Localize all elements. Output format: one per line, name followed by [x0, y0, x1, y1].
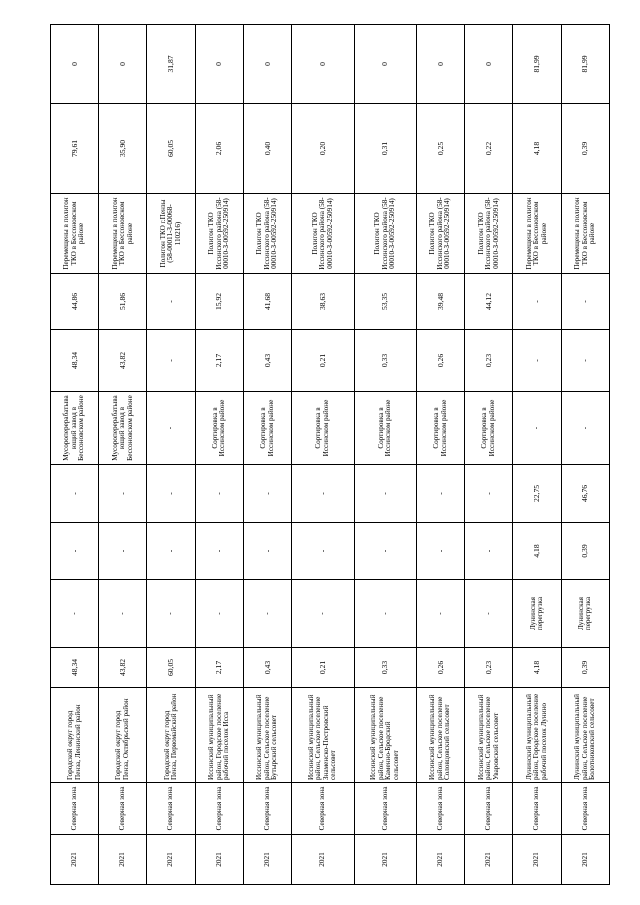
disposal-mass-cell: 35,90	[99, 104, 147, 194]
disposal-mass-cell: 0,31	[354, 104, 416, 194]
zone-cell: Северная зона	[147, 783, 195, 835]
sorting-facility-cell: Сортировка в Иссинском районе	[354, 392, 416, 465]
sorting-facility-cell: Мусороперерабатывающий завод в Бессоновском районе	[99, 392, 147, 465]
zone-cell: Северная зона	[513, 783, 561, 835]
disposal-site-cell: Перемещены в полигон ТКО в Бессоновском районе	[561, 194, 609, 274]
disposal-mass-cell: 0,25	[417, 104, 465, 194]
disposal-mass-cell: 0,22	[465, 104, 513, 194]
disposal-site-cell: Полигон ТКО г.Пензы (58-00011-З-00068-110216)	[147, 194, 195, 274]
transfer-mass-cell: -	[195, 523, 243, 580]
disposal-site-cell: Полигон ТКО Иссинского района (58-00010-З-00592-250914)	[417, 194, 465, 274]
waste-flow-table	[50, 24, 610, 885]
sorting-mass-cell: 0,23	[465, 330, 513, 392]
table-row	[354, 25, 416, 885]
table-row	[99, 25, 147, 885]
sorting-mass-cell: -	[561, 330, 609, 392]
transfer-station-cell: Лунинская перегрузка	[513, 580, 561, 648]
sorting-facility-cell: -	[513, 392, 561, 465]
disposal-site-cell: Полигон ТКО Иссинского района (58-00010-З-00592-250914)	[354, 194, 416, 274]
transfer-station-cell: -	[243, 580, 291, 648]
table-row	[561, 25, 609, 885]
transfer-distance-cell: -	[292, 465, 354, 523]
mass-cell: 0,26	[417, 648, 465, 688]
year-cell: 2021	[243, 835, 291, 885]
disposal-distance-cell: 0	[99, 25, 147, 104]
transfer-distance-cell: -	[417, 465, 465, 523]
zone-cell: Северная зона	[354, 783, 416, 835]
mass-cell: 0,21	[292, 648, 354, 688]
disposal-mass-cell: 0,20	[292, 104, 354, 194]
sorting-facility-cell: Сортировка в Иссинском районе	[417, 392, 465, 465]
transfer-station-cell: -	[417, 580, 465, 648]
settlement-cell: Лунинский муниципальный район, Городское поселение рабочий поселок Лунино	[513, 688, 561, 783]
sorting-distance-cell: -	[147, 274, 195, 330]
mass-cell: 48,34	[51, 648, 99, 688]
settlement-cell: Иссинский муниципальный район, Городское поселение рабочий поселок Исса	[195, 688, 243, 783]
transfer-distance-cell: -	[99, 465, 147, 523]
mass-cell: 0,43	[243, 648, 291, 688]
disposal-mass-cell: 0,39	[561, 104, 609, 194]
disposal-site-cell: Полигон ТКО Иссинского района (58-00010-З-00592-250914)	[465, 194, 513, 274]
disposal-distance-cell: 0	[243, 25, 291, 104]
settlement-cell: Иссинский муниципальный район, Сельское поселение Каменно-Бродский сельсовет	[354, 688, 416, 783]
rotated-table-container	[50, 25, 610, 885]
table-row	[195, 25, 243, 885]
transfer-mass-cell: -	[465, 523, 513, 580]
disposal-site-cell: Перемещены в полигон ТКО в Бессоновском районе	[513, 194, 561, 274]
year-cell: 2021	[195, 835, 243, 885]
sorting-facility-cell: -	[147, 392, 195, 465]
transfer-mass-cell: -	[354, 523, 416, 580]
disposal-distance-cell: 0	[354, 25, 416, 104]
disposal-distance-cell: 0	[195, 25, 243, 104]
mass-cell: 0,23	[465, 648, 513, 688]
sorting-distance-cell: 41,68	[243, 274, 291, 330]
year-cell: 2021	[51, 835, 99, 885]
table-row	[292, 25, 354, 885]
sorting-distance-cell: 39,48	[417, 274, 465, 330]
disposal-distance-cell: 0	[417, 25, 465, 104]
sorting-mass-cell: 48,34	[51, 330, 99, 392]
year-cell: 2021	[292, 835, 354, 885]
disposal-distance-cell: 0	[51, 25, 99, 104]
disposal-distance-cell: 31,87	[147, 25, 195, 104]
settlement-cell: Иссинский муниципальный район, Сельское поселение Бутырский сельсовет	[243, 688, 291, 783]
sorting-mass-cell: 0,26	[417, 330, 465, 392]
settlement-cell: Иссинский муниципальный район, Сельское поселение Соловцовский сельсовет	[417, 688, 465, 783]
disposal-distance-cell: 81,99	[561, 25, 609, 104]
transfer-mass-cell: -	[147, 523, 195, 580]
settlement-cell: Иссинский муниципальный район, Сельское поселение Уваровский сельсовет	[465, 688, 513, 783]
mass-cell: 0,39	[561, 648, 609, 688]
zone-cell: Северная зона	[292, 783, 354, 835]
sorting-facility-cell: Сортировка в Иссинском районе	[195, 392, 243, 465]
zone-cell: Северная зона	[465, 783, 513, 835]
mass-cell: 4,18	[513, 648, 561, 688]
disposal-mass-cell: 2,06	[195, 104, 243, 194]
sorting-distance-cell: -	[561, 274, 609, 330]
sorting-mass-cell: 43,82	[99, 330, 147, 392]
transfer-station-cell: Лунинская перегрузка	[561, 580, 609, 648]
zone-cell: Северная зона	[561, 783, 609, 835]
disposal-site-cell: Перемещены в полигон ТКО в Бессоновском районе	[99, 194, 147, 274]
sorting-facility-cell: -	[561, 392, 609, 465]
sorting-facility-cell: Сортировка в Иссинском районе	[243, 392, 291, 465]
mass-cell: 2,17	[195, 648, 243, 688]
disposal-site-cell: Перемещены в полигон ТКО в Бессоновском районе	[51, 194, 99, 274]
transfer-station-cell: -	[195, 580, 243, 648]
year-cell: 2021	[147, 835, 195, 885]
transfer-station-cell: -	[292, 580, 354, 648]
transfer-mass-cell: -	[292, 523, 354, 580]
sorting-mass-cell: 0,43	[243, 330, 291, 392]
sorting-mass-cell: 2,17	[195, 330, 243, 392]
zone-cell: Северная зона	[51, 783, 99, 835]
disposal-distance-cell: 0	[465, 25, 513, 104]
transfer-mass-cell: -	[243, 523, 291, 580]
year-cell: 2021	[465, 835, 513, 885]
disposal-mass-cell: 79,61	[51, 104, 99, 194]
transfer-distance-cell: -	[147, 465, 195, 523]
transfer-station-cell: -	[147, 580, 195, 648]
transfer-distance-cell: -	[243, 465, 291, 523]
sorting-distance-cell: 44,12	[465, 274, 513, 330]
transfer-station-cell: -	[99, 580, 147, 648]
settlement-cell: Городской округ город Пенза, Ленинский район	[51, 688, 99, 783]
mass-cell: 0,33	[354, 648, 416, 688]
sorting-distance-cell: -	[513, 274, 561, 330]
transfer-station-cell: -	[465, 580, 513, 648]
transfer-mass-cell: -	[51, 523, 99, 580]
sorting-mass-cell: -	[147, 330, 195, 392]
transfer-distance-cell: -	[354, 465, 416, 523]
table-body	[51, 25, 610, 885]
disposal-mass-cell: 0,40	[243, 104, 291, 194]
disposal-mass-cell: 4,18	[513, 104, 561, 194]
disposal-distance-cell: 81,99	[513, 25, 561, 104]
disposal-site-cell: Полигон ТКО Иссинского района (58-00010-З-00592-250914)	[195, 194, 243, 274]
settlement-cell: Иссинский муниципальный район, Сельское поселение Знаменско-Пестровский сельсовет	[292, 688, 354, 783]
settlement-cell: Городской округ город Пенза, Первомайский район	[147, 688, 195, 783]
zone-cell: Северная зона	[417, 783, 465, 835]
transfer-distance-cell: 46,76	[561, 465, 609, 523]
transfer-distance-cell: -	[465, 465, 513, 523]
year-cell: 2021	[354, 835, 416, 885]
zone-cell: Северная зона	[99, 783, 147, 835]
sorting-distance-cell: 38,63	[292, 274, 354, 330]
disposal-site-cell: Полигон ТКО Иссинского района (58-00010-З-00592-250914)	[243, 194, 291, 274]
zone-cell: Северная зона	[243, 783, 291, 835]
year-cell: 2021	[561, 835, 609, 885]
mass-cell: 43,82	[99, 648, 147, 688]
settlement-cell: Лунинский муниципальный район, Сельское поселение Болотниковский сельсовет	[561, 688, 609, 783]
sorting-mass-cell: -	[513, 330, 561, 392]
transfer-distance-cell: -	[195, 465, 243, 523]
disposal-mass-cell: 60,05	[147, 104, 195, 194]
sorting-distance-cell: 51,86	[99, 274, 147, 330]
sorting-distance-cell: 44,86	[51, 274, 99, 330]
transfer-distance-cell: 22,75	[513, 465, 561, 523]
table-row	[417, 25, 465, 885]
table-row	[513, 25, 561, 885]
transfer-station-cell: -	[51, 580, 99, 648]
transfer-station-cell: -	[354, 580, 416, 648]
year-cell: 2021	[417, 835, 465, 885]
transfer-mass-cell: 4,18	[513, 523, 561, 580]
transfer-mass-cell: 0,39	[561, 523, 609, 580]
sorting-mass-cell: 0,33	[354, 330, 416, 392]
sorting-distance-cell: 15,92	[195, 274, 243, 330]
transfer-mass-cell: -	[99, 523, 147, 580]
table-row	[147, 25, 195, 885]
sorting-facility-cell: Мусороперерабатывающий завод в Бессоновском районе	[51, 392, 99, 465]
sorting-distance-cell: 53,35	[354, 274, 416, 330]
sorting-facility-cell: Сортировка в Иссинском районе	[292, 392, 354, 465]
zone-cell: Северная зона	[195, 783, 243, 835]
sorting-facility-cell: Сортировка в Иссинском районе	[465, 392, 513, 465]
year-cell: 2021	[99, 835, 147, 885]
mass-cell: 60,05	[147, 648, 195, 688]
year-cell: 2021	[513, 835, 561, 885]
table-row	[243, 25, 291, 885]
disposal-site-cell: Полигон ТКО Иссинского района (58-00010-З-00592-250914)	[292, 194, 354, 274]
table-row	[465, 25, 513, 885]
transfer-mass-cell: -	[417, 523, 465, 580]
disposal-distance-cell: 0	[292, 25, 354, 104]
sorting-mass-cell: 0,21	[292, 330, 354, 392]
table-row	[51, 25, 99, 885]
settlement-cell: Городской округ город Пенза, Октябрьский район	[99, 688, 147, 783]
transfer-distance-cell: -	[51, 465, 99, 523]
